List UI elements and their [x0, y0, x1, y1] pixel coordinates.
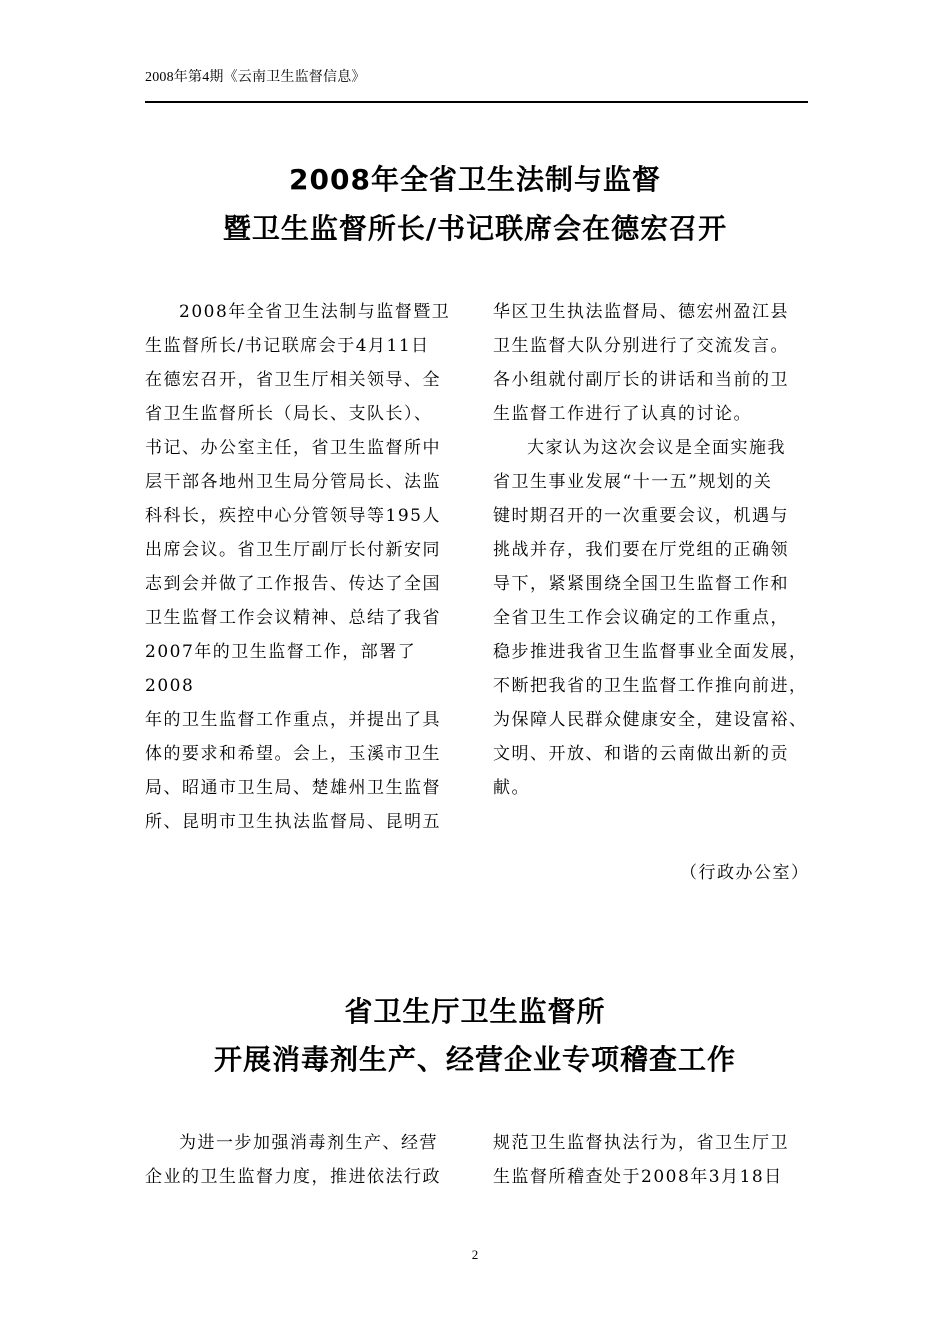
article1-signoff: （行政办公室） [680, 863, 810, 883]
paragraph-line: 不断把我省的卫生监督工作推向前进， [493, 676, 808, 696]
page-number: 2 [471, 1247, 479, 1262]
paragraph-line: 志到会并做了工作报告、传达了全国 [145, 574, 441, 594]
article1-title-line1: 2008年全省卫生法制与监督 [289, 163, 661, 196]
paragraph-line: 文明、开放、和谐的云南做出新的贡 [493, 744, 789, 764]
paragraph-line: 大家认为这次会议是全面实施我 [527, 438, 786, 458]
article1-right-column [493, 295, 823, 805]
paragraph-line: 企业的卫生监督力度，推进依法行政 [145, 1167, 441, 1187]
paragraph-line: 所、昆明市卫生执法监督局、昆明五 [145, 812, 441, 832]
paragraph-line: 全省卫生工作会议确定的工作重点， [493, 608, 789, 628]
paragraph-line: 生监督所稽查处于2008年3月18日 [493, 1167, 783, 1187]
paragraph-line: 省卫生监督所长（局长、支队长）、 [145, 404, 433, 424]
paragraph-line: 年的卫生监督工作重点，并提出了具 [145, 710, 441, 730]
paragraph-line: 献。 [493, 778, 530, 798]
paragraph-line: 卫生监督工作会议精神、总结了我省 [145, 608, 441, 628]
paragraph-line: 导下，紧紧围绕全国卫生监督工作和 [493, 574, 789, 594]
paragraph-line: 出席会议。省卫生厅副厅长付新安同 [145, 540, 441, 560]
paragraph-line: 2008年全省卫生法制与监督暨卫 [179, 302, 451, 322]
paragraph-line: 各小组就付副厅长的讲话和当前的卫 [493, 370, 789, 390]
article1-left-column [145, 295, 465, 839]
paragraph-line: 生监督所长/书记联席会于4月11日 [145, 336, 430, 356]
paragraph-line: 挑战并存，我们要在厅党组的正确领 [493, 540, 789, 560]
paragraph-line: 局、昭通市卫生局、楚雄州卫生监督 [145, 778, 441, 798]
paragraph-line: 省卫生事业发展“十一五”规划的关 [493, 472, 773, 492]
paragraph-line: 2007年的卫生监督工作，部署了2008 [145, 642, 417, 696]
paragraph-line: 书记、办公室主任，省卫生监督所中 [145, 438, 441, 458]
paragraph-line: 科科长，疾控中心分管领导等195人 [145, 506, 441, 526]
paragraph-line: 体的要求和希望。会上，玉溪市卫生 [145, 744, 441, 764]
article2-right-column [493, 1126, 823, 1194]
paragraph-line: 层干部各地州卫生局分管局长、法监 [145, 472, 441, 492]
article2-title-line1: 省卫生厅卫生监督所 [344, 995, 606, 1028]
paragraph-line: 为保障人民群众健康安全，建设富裕、 [493, 710, 808, 730]
running-header: 2008年第4期《云南卫生监督信息》 [145, 70, 366, 85]
paragraph-line: 生监督工作进行了认真的讨论。 [493, 404, 752, 424]
paragraph-line: 在德宏召开，省卫生厅相关领导、全 [145, 370, 441, 390]
paragraph-line: 稳步推进我省卫生监督事业全面发展， [493, 642, 808, 662]
paragraph-line: 华区卫生执法监督局、德宏州盈江县 [493, 302, 789, 322]
article1-title-line2: 暨卫生监督所长/书记联席会在德宏召开 [222, 212, 728, 245]
article2-title-line2: 开展消毒剂生产、经营企业专项稽查工作 [213, 1043, 736, 1076]
paragraph-line: 规范卫生监督执法行为，省卫生厅卫 [493, 1133, 789, 1153]
paragraph-line: 卫生监督大队分别进行了交流发言。 [493, 336, 789, 356]
paragraph-line: 为进一步加强消毒剂生产、经营 [179, 1133, 438, 1153]
header-rule [145, 101, 808, 103]
article2-left-column [145, 1126, 465, 1194]
paragraph-line: 键时期召开的一次重要会议，机遇与 [493, 506, 789, 526]
